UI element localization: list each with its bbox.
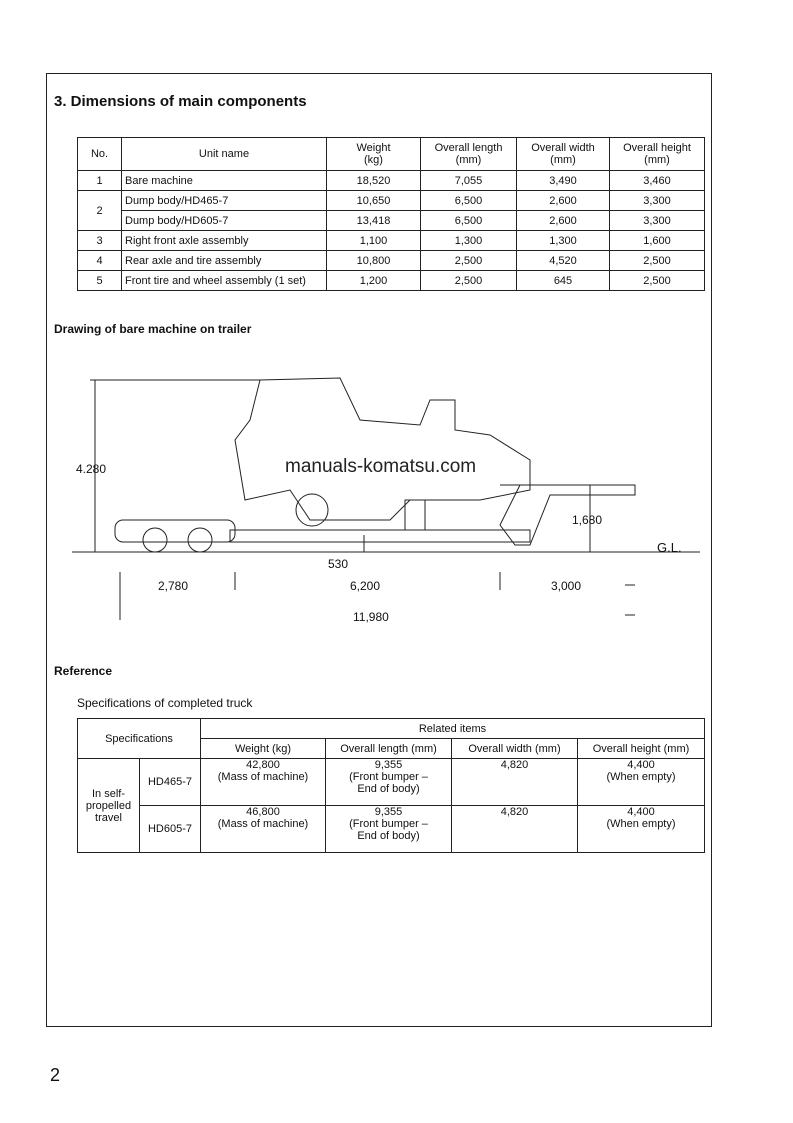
table-cell: 4,820	[452, 806, 578, 853]
header-cell: Overall height (mm)	[578, 739, 705, 759]
table-cell: 4	[78, 251, 122, 271]
table-row	[78, 211, 705, 231]
table-cell: 2,600	[517, 191, 610, 211]
table-cell: 9,355 (Front bumper – End of body)	[326, 759, 452, 806]
table-cell: 6,500	[421, 211, 517, 231]
table-cell: 4,400 (When empty)	[578, 806, 705, 853]
table-row	[78, 806, 705, 853]
table-cell: 645	[517, 271, 610, 291]
header-cell: Weight (kg)	[327, 138, 421, 171]
table-cell: 1,300	[421, 231, 517, 251]
section-title: 3. Dimensions of main components	[54, 93, 307, 110]
table-row	[78, 191, 705, 211]
table-cell: 3,490	[517, 171, 610, 191]
table-cell: 2	[78, 191, 122, 231]
middle-length-label: 6,200	[350, 579, 381, 593]
table-row	[78, 231, 705, 251]
table-cell: HD465-7	[140, 759, 201, 806]
table-cell: Dump body/HD605-7	[122, 211, 327, 231]
table-row	[78, 251, 705, 271]
deck-clearance-label: 530	[328, 557, 349, 571]
header-cell: Overall width (mm)	[517, 138, 610, 171]
table-header-row	[78, 138, 705, 171]
table-cell: 10,800	[327, 251, 421, 271]
table-cell: 4,400 (When empty)	[578, 759, 705, 806]
table-cell: 1,600	[610, 231, 705, 251]
table-cell: In self- propelled travel	[78, 759, 140, 853]
table-cell: 2,500	[421, 251, 517, 271]
page-number: 2	[50, 1065, 61, 1085]
watermark: manuals-komatsu.com	[285, 456, 477, 477]
header-cell: Specifications	[78, 719, 201, 759]
table-row	[78, 271, 705, 291]
front-length-label: 2,780	[158, 579, 189, 593]
table-cell: Right front axle assembly	[122, 231, 327, 251]
header-cell: Overall length (mm)	[326, 739, 452, 759]
table-cell: Dump body/HD465-7	[122, 191, 327, 211]
table-cell: 46,800 (Mass of machine)	[201, 806, 326, 853]
table-cell: 1,300	[517, 231, 610, 251]
table-cell: HD605-7	[140, 806, 201, 853]
header-cell: Unit name	[122, 138, 327, 171]
deck-height-label: 1,680	[572, 513, 603, 527]
table-cell: 3,300	[610, 191, 705, 211]
reference-caption: Specifications of completed truck	[77, 696, 253, 710]
table-cell: 2,500	[610, 271, 705, 291]
table-cell: 3	[78, 231, 122, 251]
reference-table	[77, 718, 705, 853]
header-cell: Overall length (mm)	[421, 138, 517, 171]
header-cell: Overall width (mm)	[452, 739, 578, 759]
table-cell: 5	[78, 271, 122, 291]
table-cell: 2,500	[421, 271, 517, 291]
rear-length-label: 3,000	[551, 579, 582, 593]
components-table	[77, 137, 705, 291]
table-cell: 18,520	[327, 171, 421, 191]
table-cell: 3,300	[610, 211, 705, 231]
table-cell: 9,355 (Front bumper – End of body)	[326, 806, 452, 853]
height-total-label: 4.280	[76, 462, 107, 476]
table-cell: 1,100	[327, 231, 421, 251]
ground-level-label: G.L.	[657, 540, 682, 555]
reference-heading: Reference	[54, 664, 113, 678]
table-cell: Front tire and wheel assembly (1 set)	[122, 271, 327, 291]
header-cell: Overall height (mm)	[610, 138, 705, 171]
table-row	[78, 759, 705, 806]
table-cell: 1	[78, 171, 122, 191]
table-cell: 3,460	[610, 171, 705, 191]
header-cell: Weight (kg)	[201, 739, 326, 759]
table-cell: 6,500	[421, 191, 517, 211]
table-cell: 2,600	[517, 211, 610, 231]
header-cell: No.	[78, 138, 122, 171]
table-cell: Bare machine	[122, 171, 327, 191]
drawing-heading: Drawing of bare machine on trailer	[54, 322, 252, 336]
table-cell: Rear axle and tire assembly	[122, 251, 327, 271]
table-row	[78, 171, 705, 191]
table-cell: 2,500	[610, 251, 705, 271]
table-cell: 13,418	[327, 211, 421, 231]
table-cell: 1,200	[327, 271, 421, 291]
total-length-label: 11,980	[353, 610, 389, 624]
table-cell: 10,650	[327, 191, 421, 211]
table-cell: 4,520	[517, 251, 610, 271]
header-cell: Related items	[201, 719, 705, 739]
table-cell: 42,800 (Mass of machine)	[201, 759, 326, 806]
table-cell: 4,820	[452, 759, 578, 806]
table-cell: 7,055	[421, 171, 517, 191]
